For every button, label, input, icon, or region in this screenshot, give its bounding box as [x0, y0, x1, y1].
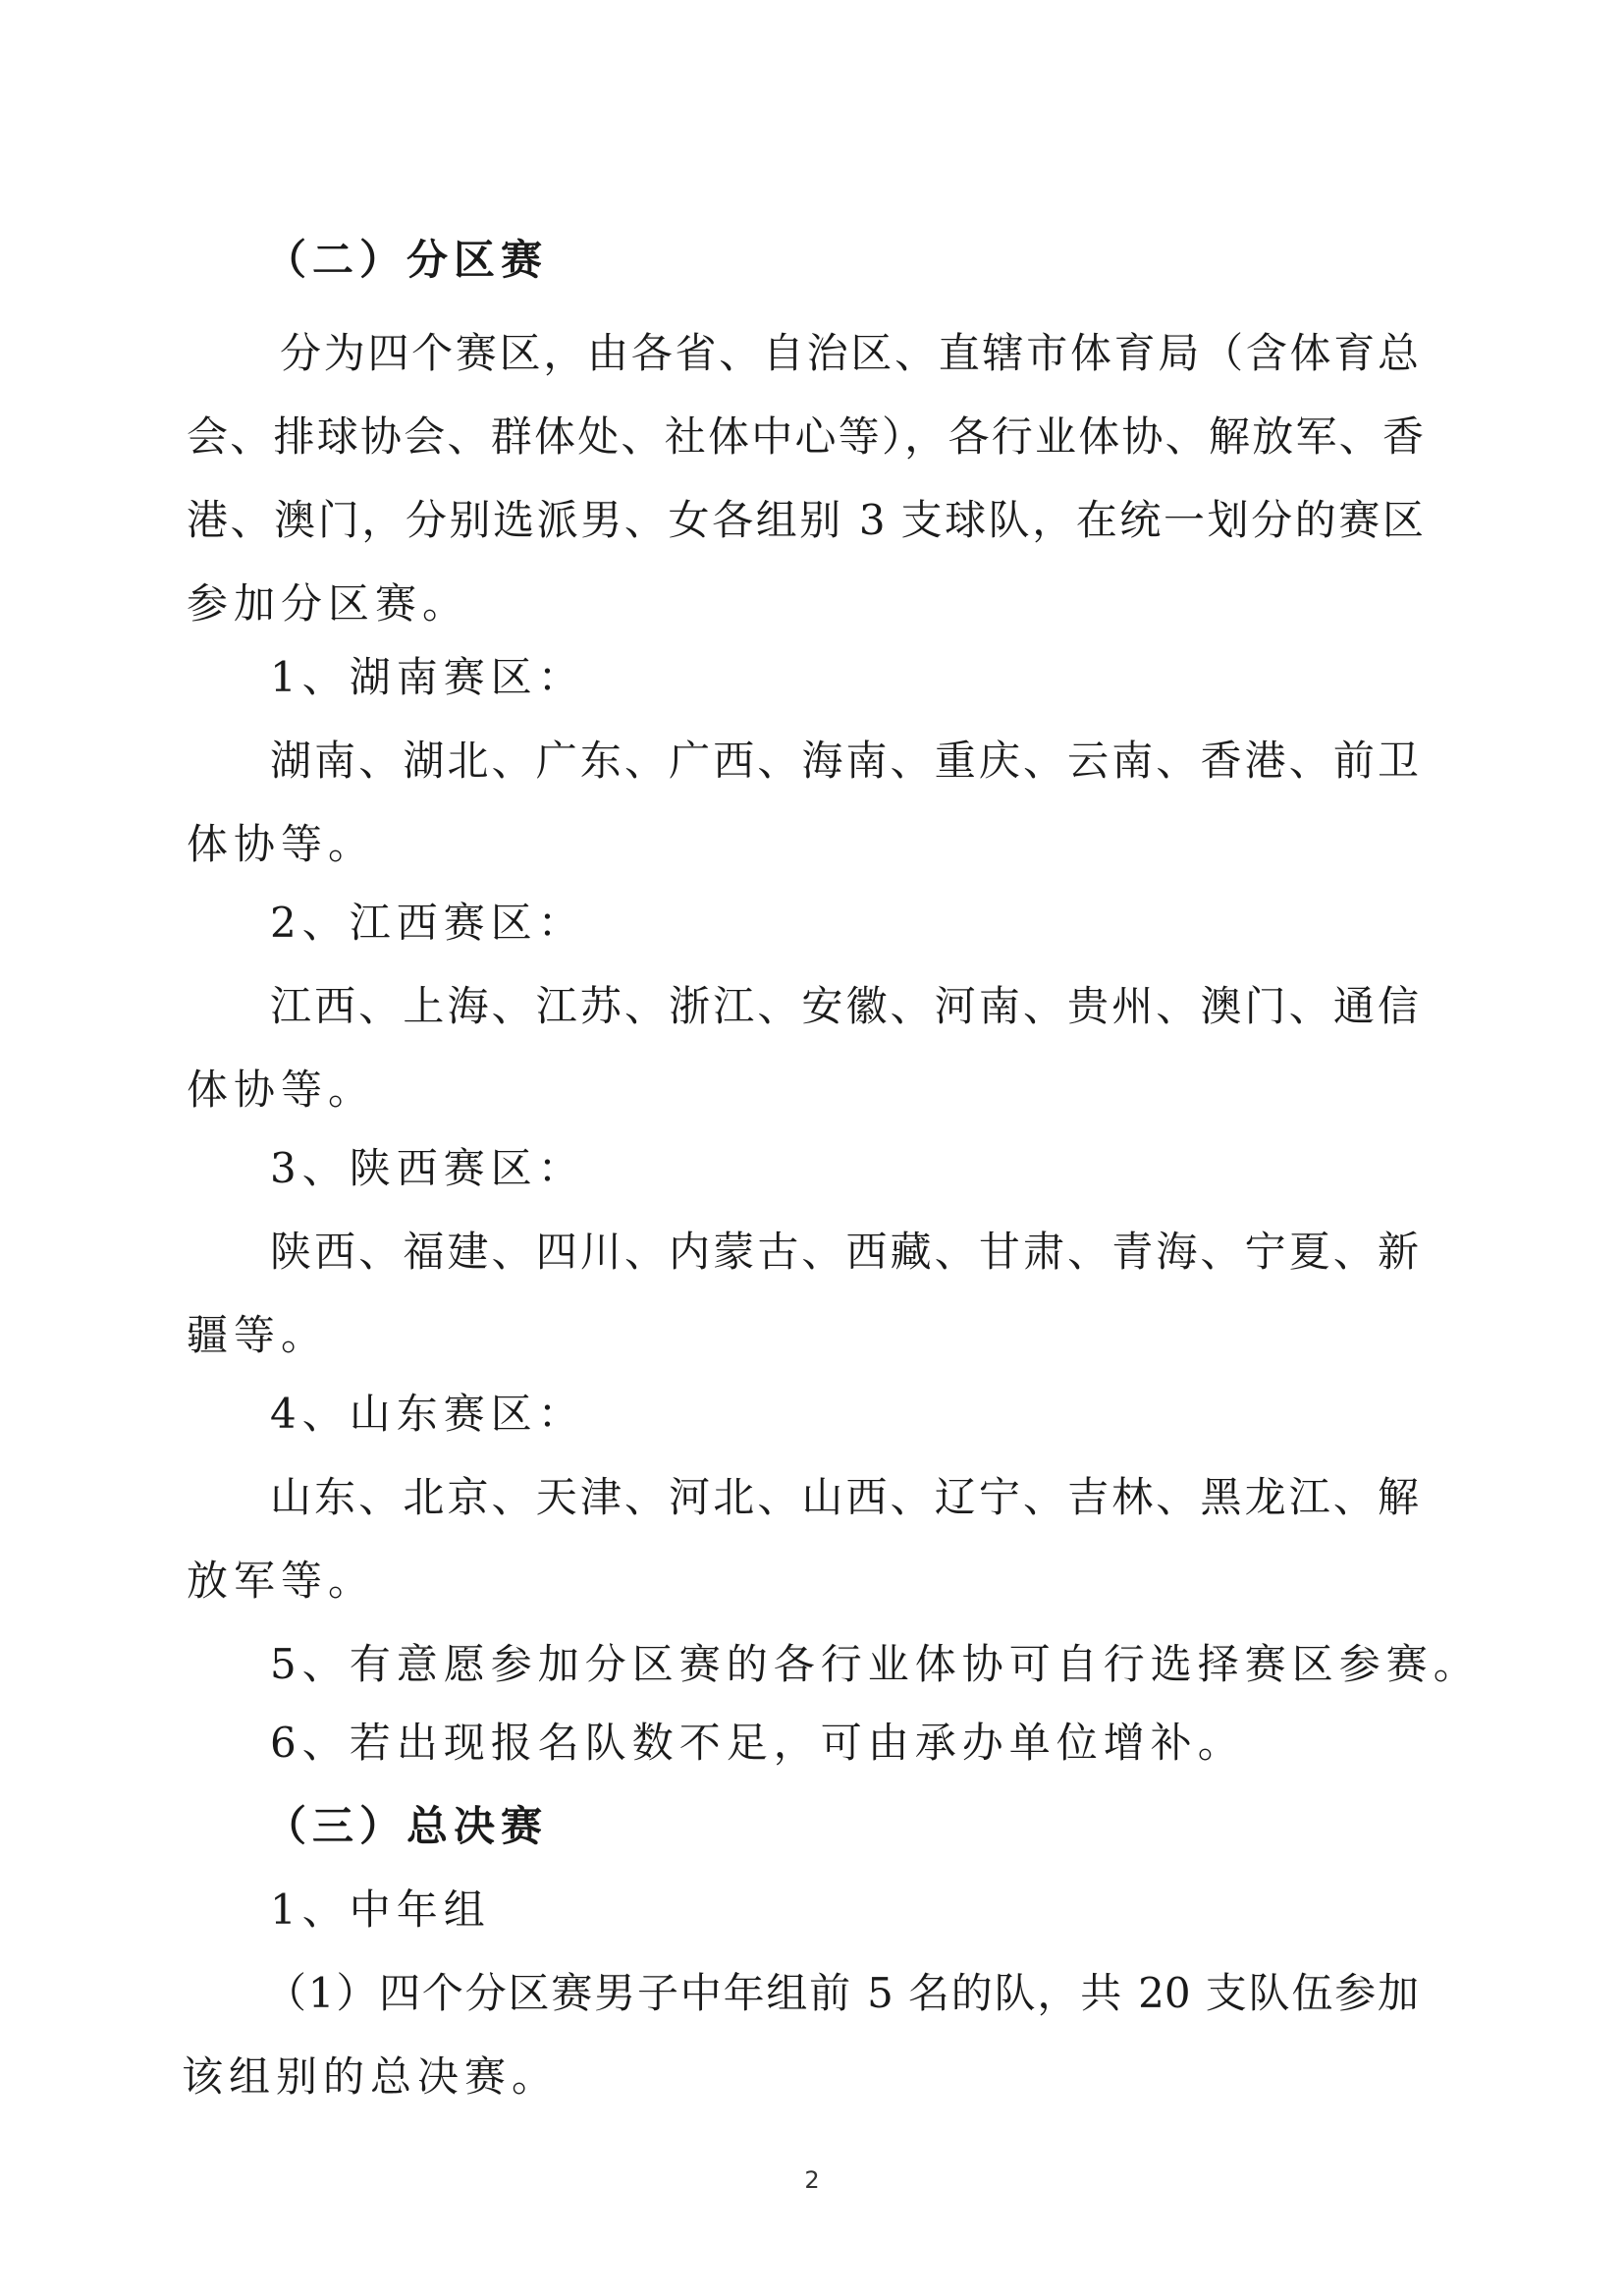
- zone-3-line-1: 陕西、福建、四川、内蒙古、西藏、甘肃、青海、宁夏、新: [270, 1228, 1419, 1276]
- zone-1-line-1: 湖南、湖北、广东、广西、海南、重庆、云南、香港、前卫: [270, 737, 1419, 785]
- section2-intro-line-4: 参加分区赛。: [187, 579, 470, 628]
- zone-1-line-2: 体协等。: [187, 820, 376, 868]
- section3-heading: （三）总决赛: [265, 1802, 549, 1850]
- zone-3-line-2: 疆等。: [187, 1311, 329, 1359]
- zone-2-line-2: 体协等。: [187, 1066, 376, 1114]
- zone-4-title: 4、山东赛区：: [270, 1390, 585, 1438]
- zone-2-title: 2、江西赛区：: [270, 899, 585, 947]
- section2-intro-line-1: 分为四个赛区，由各省、自治区、直辖市体育局（含体育总: [280, 329, 1419, 377]
- note-5: 5、有意愿参加分区赛的各行业体协可自行选择赛区参赛。: [270, 1640, 1481, 1688]
- zone-1-title: 1、湖南赛区：: [270, 653, 585, 701]
- section2-heading: （二）分区赛: [265, 236, 549, 284]
- section2-intro-line-3: 港、澳门，分别选派男、女各组别 3 支球队，在统一划分的赛区: [187, 496, 1424, 544]
- item-1-line-2: 该组别的总决赛。: [182, 2052, 560, 2101]
- group-1-title: 1、中年组: [270, 1886, 491, 1934]
- zone-4-line-2: 放军等。: [187, 1557, 376, 1605]
- zone-3-title: 3、陕西赛区：: [270, 1144, 585, 1192]
- zone-4-line-1: 山东、北京、天津、河北、山西、辽宁、吉林、黑龙江、解: [270, 1473, 1419, 1521]
- page-number: 2: [804, 2166, 820, 2194]
- item-1-line-1: （1）四个分区赛男子中年组前 5 名的队，共 20 支队伍参加: [265, 1969, 1419, 2017]
- zone-2-line-1: 江西、上海、江苏、浙江、安徽、河南、贵州、澳门、通信: [270, 982, 1419, 1030]
- section2-intro-line-2: 会、排球协会、群体处、社体中心等），各行业体协、解放军、香: [187, 412, 1424, 461]
- note-6: 6、若出现报名队数不足，可由承办单位增补。: [270, 1719, 1245, 1767]
